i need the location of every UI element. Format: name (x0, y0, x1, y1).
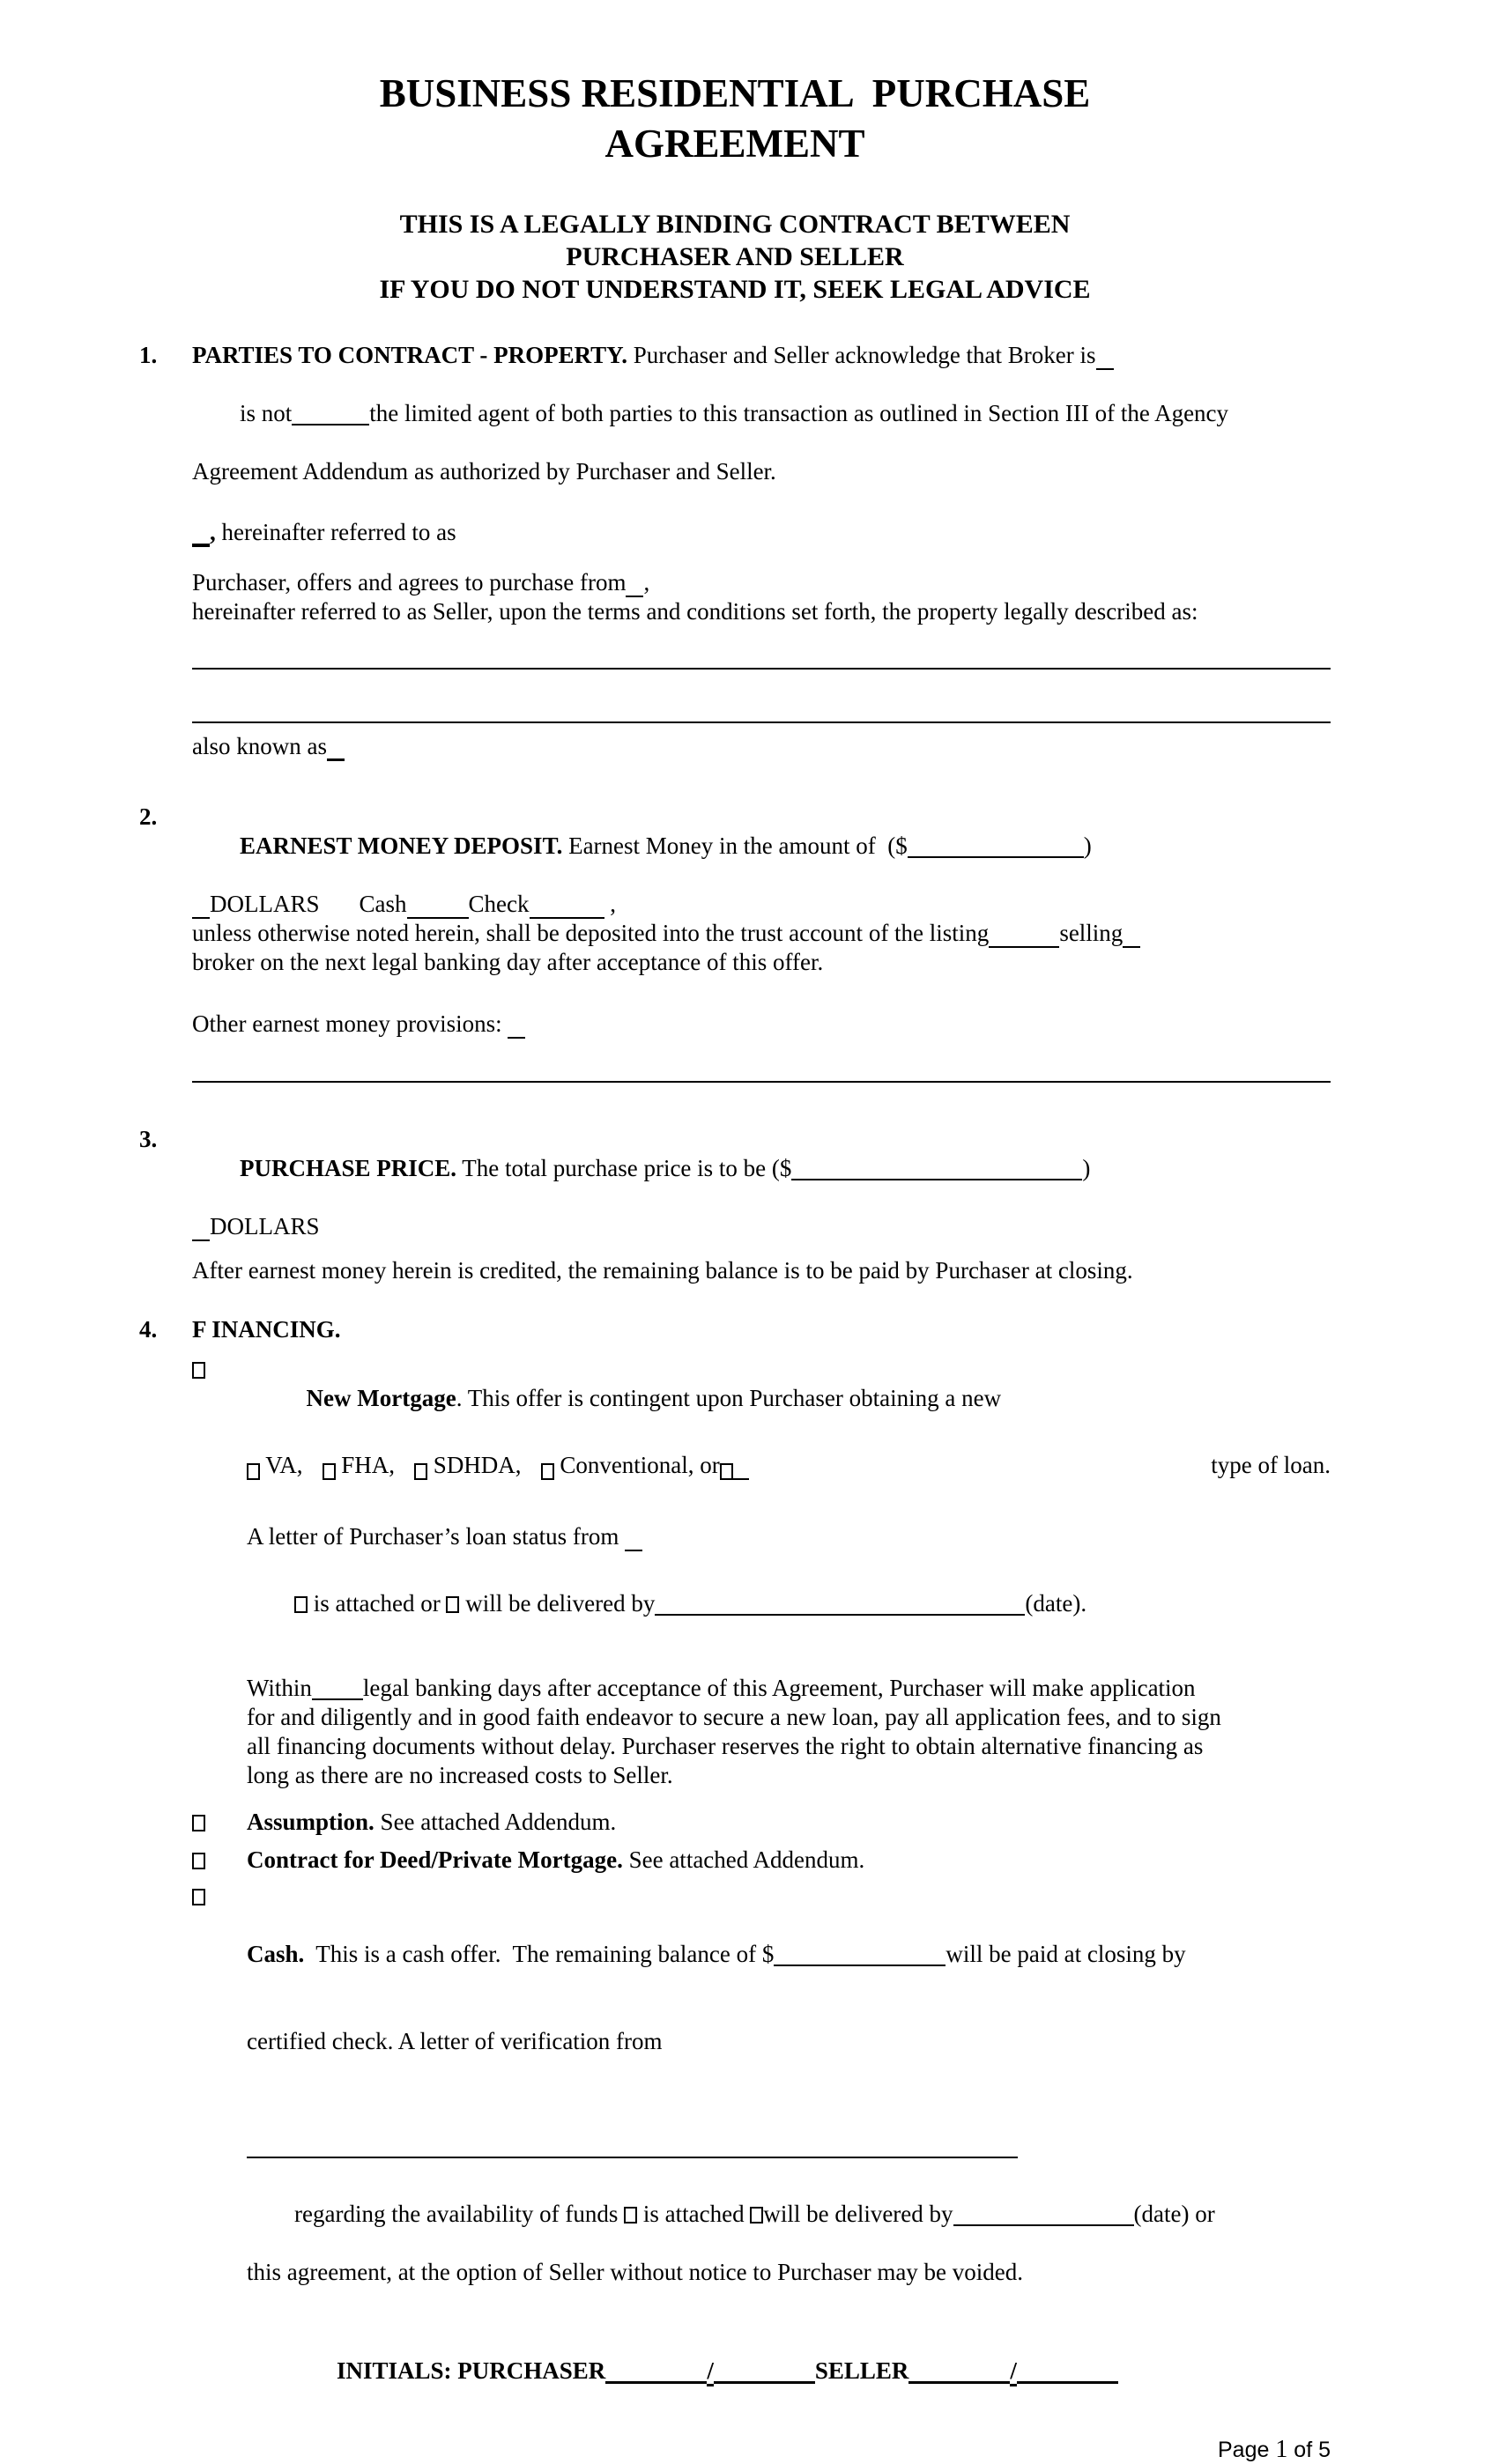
conventional-checkbox[interactable] (541, 1463, 554, 1480)
warning-block (139, 208, 1331, 306)
assumption-label: Assumption. (247, 1809, 374, 1835)
blank-broker-is[interactable] (1096, 368, 1114, 370)
purchaser-name-blank[interactable] (192, 544, 210, 547)
hereinafter-comma: , (210, 519, 216, 545)
warning-line-2: PURCHASER AND SELLER (566, 242, 904, 271)
blank-seller-initials-1[interactable] (908, 2381, 1010, 2384)
section-financing (139, 1315, 1331, 2287)
section-parties (139, 341, 1331, 761)
selling-label: selling (1059, 920, 1124, 946)
blank-earnest-amount[interactable] (908, 856, 1084, 858)
dollars-label: DOLLARS (210, 891, 320, 917)
section-number: 1. (139, 342, 158, 368)
also-known-as-label: also known as (192, 733, 327, 759)
section-purchase-price (139, 1125, 1331, 1285)
blank-also-known-as[interactable] (327, 758, 345, 761)
hereinafter-text: hereinafter referred to as (215, 519, 456, 545)
assumption-checkbox[interactable] (192, 1815, 205, 1831)
sdhda-label: SDHDA, (427, 1452, 522, 1478)
page-number-value: 1 (1275, 2436, 1288, 2463)
title-line-2: AGREEMENT (604, 122, 865, 166)
within-text: for and diligently and in good faith endeavor to secure a new loan, pay all application fees, and to sign (247, 1704, 1221, 1730)
new-mortgage-checkbox[interactable] (192, 1362, 205, 1379)
blank-remaining-balance[interactable] (774, 1965, 946, 1966)
attached-text: is attached or (308, 1590, 447, 1617)
fha-label: FHA, (335, 1452, 396, 1478)
delivered-checkbox[interactable] (446, 1596, 459, 1613)
blank-within-days[interactable] (312, 1698, 363, 1700)
contract-deed-text: See attached Addendum. (622, 1846, 865, 1873)
voided-text: this agreement, at the option of Seller without notice to Purchaser may be voided. (247, 2259, 1024, 2285)
offers-text: Purchaser, offers and agrees to purchase from (192, 569, 627, 596)
blank-purchaser-initials-1[interactable] (605, 2381, 707, 2384)
blank-listing[interactable] (989, 946, 1059, 948)
close-paren: ) (1082, 1155, 1091, 1181)
section-heading: F INANCING. (192, 1316, 341, 1343)
page-word: Page (1218, 2438, 1276, 2462)
blank-funds-date[interactable] (953, 2224, 1134, 2226)
section-number: 3. (139, 1126, 158, 1152)
funds-text: will be delivered by (763, 2201, 953, 2227)
initials-slash: / (707, 2357, 714, 2386)
cash-label: Cash (359, 891, 407, 917)
other-loan-checkbox[interactable] (720, 1463, 733, 1480)
legal-description-line-1[interactable] (192, 640, 1331, 670)
page-of-word: of 5 (1287, 2438, 1331, 2462)
warning-line-1: THIS IS A LEGALLY BINDING CONTRACT BETWEEN (399, 210, 1071, 239)
blank-seller-initials-2[interactable] (1017, 2381, 1118, 2384)
date-label: (date). (1025, 1590, 1087, 1617)
initials-row (139, 2327, 1331, 2415)
after-earnest-text: After earnest money herein is credited, the remaining balance is to be paid by Purchaser at closing. (192, 1257, 1133, 1284)
initials-slash: / (1010, 2357, 1017, 2386)
blank-other-provisions-1[interactable] (508, 1037, 525, 1039)
warning-line-3: IF YOU DO NOT UNDERSTAND IT, SEEK LEGAL ADVICE (379, 275, 1091, 304)
blank-other-provisions-2[interactable] (192, 1054, 1331, 1083)
cash-offer-text: will be paid at closing by (946, 1941, 1186, 1967)
delivered-text: will be delivered by (459, 1590, 656, 1617)
price-text: The total purchase price is to be ($ (456, 1155, 792, 1181)
page-number (139, 2436, 1331, 2464)
blank-purchaser-initials-2[interactable] (714, 2381, 815, 2384)
funds-delivered-checkbox[interactable] (750, 2207, 763, 2224)
earnest-amount-text: Earnest Money in the amount of ($ (562, 832, 908, 859)
section-earnest-money (139, 803, 1331, 1083)
va-label: VA, (260, 1452, 303, 1478)
new-mortgage-text: . This offer is contingent upon Purchaser obtaining a new (456, 1385, 1002, 1411)
funds-date-label: (date) or (1133, 2201, 1215, 2227)
section-number: 2. (139, 803, 158, 830)
funds-text: regarding the availability of funds (294, 2201, 625, 2227)
loan-status-text: A letter of Purchaser’s loan status from (247, 1523, 626, 1550)
seller-terms-text: hereinafter referred to as Seller, upon the terms and conditions set forth, the property legally described as: (192, 598, 1198, 625)
blank-selling[interactable] (1123, 946, 1140, 948)
cash-offer-checkbox[interactable] (192, 1889, 205, 1905)
parties-text: Agreement Addendum as authorized by Purchaser and Seller. (192, 458, 776, 485)
va-checkbox[interactable] (247, 1463, 260, 1480)
blank-price-words[interactable] (192, 1239, 210, 1241)
is-attached-checkbox[interactable] (294, 1596, 308, 1613)
parties-text: Purchaser and Seller acknowledge that Broker is (627, 342, 1096, 368)
document-title (139, 69, 1331, 169)
section-number: 4. (139, 1316, 158, 1343)
close-paren: ) (1083, 832, 1092, 859)
section-heading: EARNEST MONEY DEPOSIT. (240, 832, 563, 859)
within-text: Within (247, 1675, 312, 1701)
contract-deed-label: Contract for Deed/Private Mortgage. (247, 1846, 623, 1873)
initials-label: INITIALS: PURCHASER (337, 2357, 606, 2384)
cash-offer-label: Cash. (247, 1941, 305, 1967)
blank-loan-status-from[interactable] (625, 1550, 642, 1551)
type-of-loan-label: type of loan. (1211, 1452, 1331, 1478)
funds-text: is attached (637, 2201, 751, 2227)
other-provisions-label: Other earnest money provisions: (192, 1010, 508, 1037)
seller-initials-label: SELLER (814, 2357, 909, 2384)
parties-text: is not (240, 400, 293, 426)
within-text: all financing documents without delay. Purchaser reserves the right to obtain alternative financing as (247, 1733, 1204, 1759)
parties-text: the limited agent of both parties to this transaction as outlined in Section III of the Agency (369, 400, 1229, 426)
blank-broker-is-not[interactable] (292, 424, 369, 425)
blank-purchase-price[interactable] (791, 1179, 1082, 1180)
blank-other-loan[interactable] (733, 1478, 749, 1480)
funds-attached-checkbox[interactable] (624, 2207, 637, 2224)
fha-checkbox[interactable] (323, 1463, 336, 1480)
deposit-text: unless otherwise noted herein, shall be deposited into the trust account of the listing (192, 920, 990, 946)
new-mortgage-label: New Mortgage (306, 1385, 456, 1411)
contract-deed-checkbox[interactable] (192, 1853, 205, 1869)
assumption-text: See attached Addendum. (374, 1809, 617, 1835)
cash-offer-text: certified check. A letter of verification from (247, 2028, 663, 2054)
title-line-1: BUSINESS RESIDENTIAL PURCHASE (379, 71, 1091, 115)
trailing-comma: , (604, 891, 616, 917)
within-text: legal banking days after acceptance of this Agreement, Purchaser will make application (362, 1675, 1196, 1701)
broker-text: broker on the next legal banking day after acceptance of this offer. (192, 949, 824, 975)
within-text: long as there are no increased costs to Seller. (247, 1762, 673, 1788)
conventional-label: Conventional, or (553, 1452, 720, 1478)
section-heading: PARTIES TO CONTRACT - PROPERTY. (192, 342, 627, 368)
blank-verification-source[interactable] (247, 2141, 1018, 2158)
dollars-label: DOLLARS (210, 1213, 320, 1239)
sdhda-checkbox[interactable] (414, 1463, 427, 1480)
section-heading: PURCHASE PRICE. (240, 1155, 457, 1181)
offers-comma: , (643, 569, 650, 596)
blank-delivered-date[interactable] (655, 1614, 1025, 1616)
legal-description-line-2[interactable] (192, 694, 1331, 723)
check-label: Check (468, 891, 530, 917)
cash-offer-text: This is a cash offer. The remaining balance of $ (304, 1941, 775, 1967)
